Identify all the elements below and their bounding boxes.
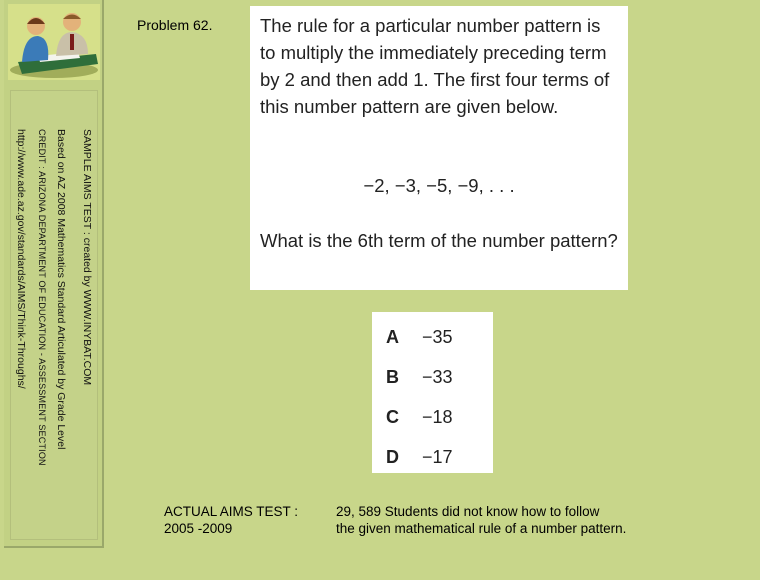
students-studying-icon <box>8 4 100 80</box>
choice-a[interactable] <box>372 317 493 357</box>
credit-line-url[interactable]: http://www.ade.az.gov/standards/AIMS/Think-Throughs/ <box>15 129 27 389</box>
choice-c[interactable] <box>372 397 493 437</box>
credit-line-ade: CREDIT : ARIZONA DEPARTMENT OF EDUCATION - ASSESSMENT SECTION <box>37 129 47 466</box>
footer-label: ACTUAL AIMS TEST : <box>164 504 299 519</box>
problem-label: Problem 62. <box>137 17 213 33</box>
question-prompt: What is the 6th term of the number pattern? <box>260 230 618 251</box>
footer-note <box>164 503 626 537</box>
choice-letter: A <box>386 326 399 347</box>
number-sequence: −2, −3, −5, −9, . . . <box>363 175 515 196</box>
footer-line-2: the given mathematical rule of a number pattern. <box>336 521 627 536</box>
choice-letter: C <box>386 406 399 427</box>
choice-value: −18 <box>422 406 453 427</box>
choice-value: −17 <box>422 446 453 467</box>
choice-letter: D <box>386 446 399 467</box>
choice-letter: B <box>386 366 399 387</box>
sidebar <box>4 0 104 548</box>
answer-choices <box>372 312 493 473</box>
choice-b[interactable] <box>372 357 493 397</box>
credit-line-based-on: Based on AZ 2008 Mathematics Standard Articulated by Grade Level <box>55 129 67 450</box>
question-card <box>250 6 628 290</box>
question-text: The rule for a particular number pattern is to multiply the immediately preceding term by 2 and then add 1. The first four terms of this number pattern are given below. <box>260 15 610 117</box>
credits-panel <box>10 90 98 540</box>
footer-line-1: 29, 589 Students did not know how to follow <box>336 504 600 519</box>
choice-value: −35 <box>422 326 453 347</box>
choice-d[interactable] <box>372 437 493 477</box>
footer-years: 2005 -2009 <box>164 521 233 536</box>
credit-line-created-by: SAMPLE AIMS TEST : created by WWW.INYBAT.COM <box>81 129 93 386</box>
choice-value: −33 <box>422 366 453 387</box>
